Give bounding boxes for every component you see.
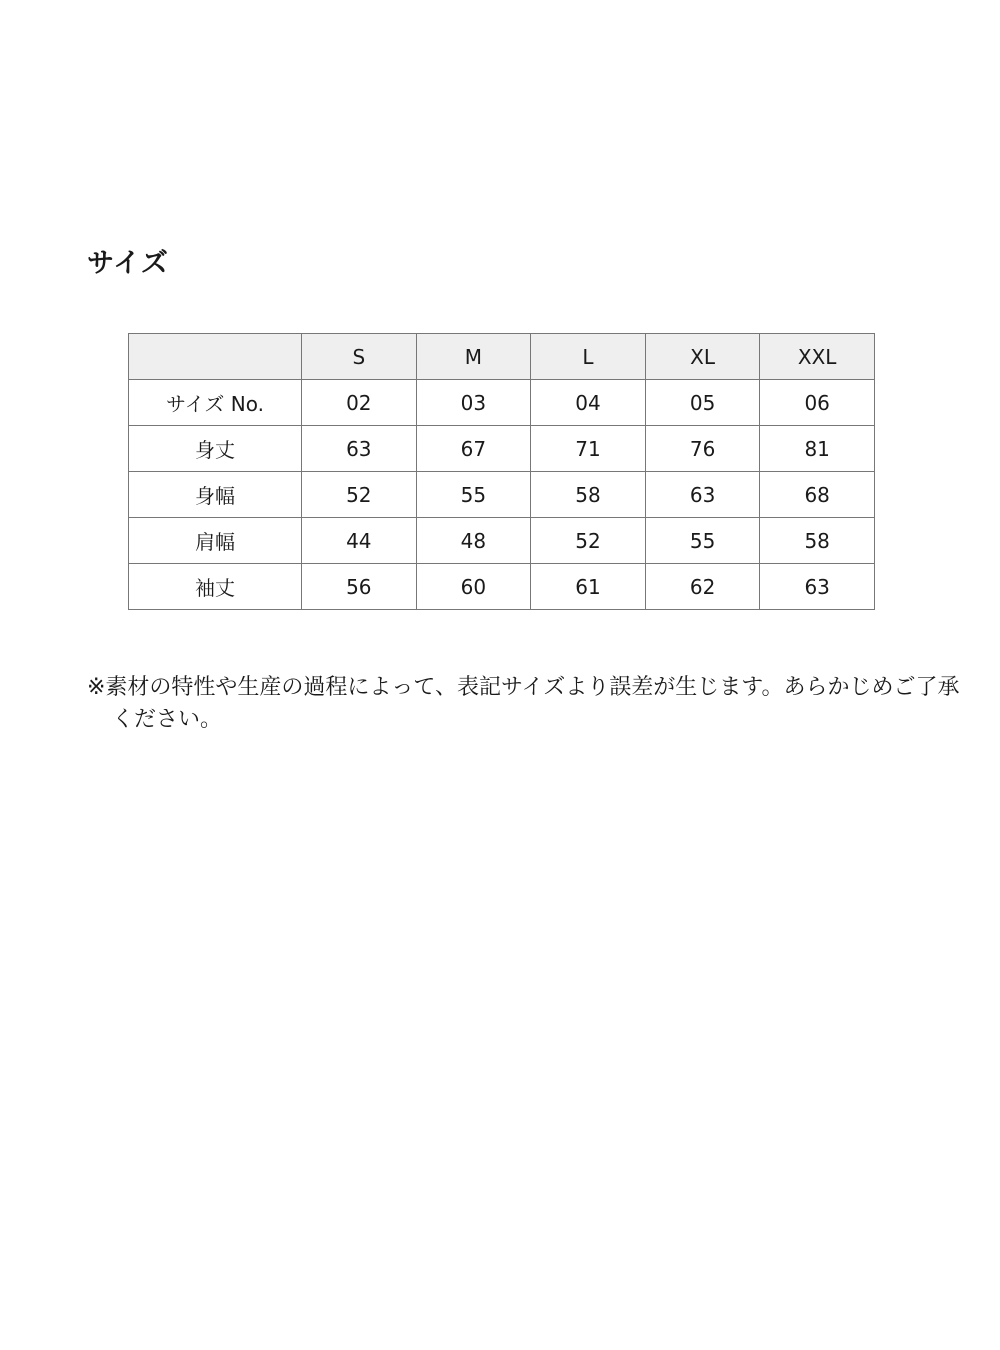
table-cell: 63 xyxy=(645,472,760,518)
table-cell: 60 xyxy=(416,564,531,610)
page-title: サイズ xyxy=(87,248,169,279)
table-cell: 63 xyxy=(760,564,875,610)
table-cell: 06 xyxy=(760,380,875,426)
header-cell-empty xyxy=(129,334,302,380)
header-cell-m: M xyxy=(416,334,531,380)
row-label: 身幅 xyxy=(129,472,302,518)
table-cell: 63 xyxy=(302,426,417,472)
row-label: 袖丈 xyxy=(129,564,302,610)
table-row-body-width xyxy=(129,472,875,518)
table-cell: 76 xyxy=(645,426,760,472)
table-cell: 67 xyxy=(416,426,531,472)
table-cell: 62 xyxy=(645,564,760,610)
table-cell: 81 xyxy=(760,426,875,472)
table-row-body-length xyxy=(129,426,875,472)
table-cell: 58 xyxy=(760,518,875,564)
table-cell: 04 xyxy=(531,380,646,426)
table-cell: 55 xyxy=(645,518,760,564)
table-header-row xyxy=(129,334,875,380)
table-cell: 61 xyxy=(531,564,646,610)
table-cell: 52 xyxy=(302,472,417,518)
table-row-sleeve-length xyxy=(129,564,875,610)
table-cell: 02 xyxy=(302,380,417,426)
header-cell-l: L xyxy=(531,334,646,380)
row-label: サイズ No. xyxy=(129,380,302,426)
table-cell: 55 xyxy=(416,472,531,518)
table-cell: 05 xyxy=(645,380,760,426)
table-cell: 03 xyxy=(416,380,531,426)
table-cell: 44 xyxy=(302,518,417,564)
header-cell-xl: XL xyxy=(645,334,760,380)
table-row-shoulder-width xyxy=(129,518,875,564)
size-table xyxy=(128,333,875,610)
header-cell-s: S xyxy=(302,334,417,380)
size-disclaimer-note: ※素材の特性や生産の過程によって、表記サイズより誤差が生じます。あらかじめご了承ください。 xyxy=(87,675,960,732)
row-label: 肩幅 xyxy=(129,518,302,564)
header-cell-xxl: XXL xyxy=(760,334,875,380)
table-cell: 48 xyxy=(416,518,531,564)
table-cell: 56 xyxy=(302,564,417,610)
row-label: 身丈 xyxy=(129,426,302,472)
table-cell: 58 xyxy=(531,472,646,518)
table-cell: 68 xyxy=(760,472,875,518)
table-cell: 52 xyxy=(531,518,646,564)
table-cell: 71 xyxy=(531,426,646,472)
table-row-size-no xyxy=(129,380,875,426)
